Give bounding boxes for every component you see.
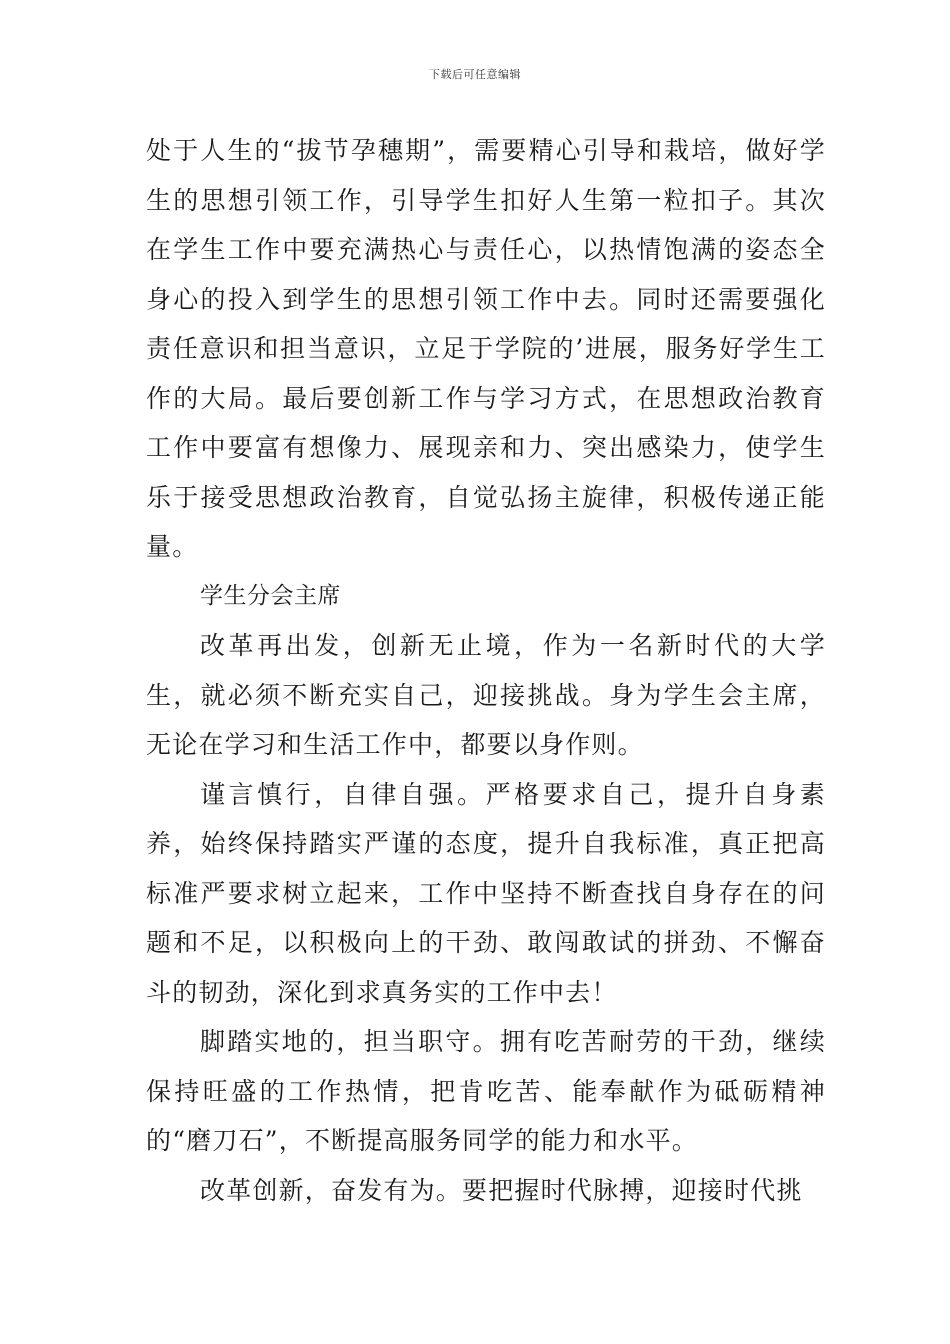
paragraph: 改革再出发，创新无止境，作为一名新时代的大学生，就必须不断充实自己，迎接挑战。身为学生会主席，无论在学习和生活工作中，都要以身作则。	[146, 631, 826, 759]
paragraph-continuation: 处于人生的“拔节孕穗期”，需要精心引导和栽培，做好学生的思想引领工作，引导学生扣好人生第一粒扣子。其次在学生工作中要充满热心与责任心，以热情饱满的姿态全身心的投入到学生的思想引领工作中去。同时还需要强化责任意识和担当意识，立足于学院的’进展，服务好学生工作的大局。最后要创新工作与学习方式，在思想政治教育工作中要富有想像力、展现亲和力、突出感染力，使学生乐于接受思想政治教育，自觉弘扬主旋律，积极传递正能量。	[146, 136, 826, 561]
document-body	[146, 126, 826, 1215]
paragraph: 谨言慎行，自律自强。严格要求自己，提升自身素养，始终保持踏实严谨的态度，提升自我标准，真正把高标准严要求树立起来，工作中坚持不断查找自身存在的问题和不足，以积极向上的干劲、敢闯敢试的拼劲、不懈奋斗的韧劲，深化到求真务实的工作中去！	[146, 779, 826, 1007]
paragraph: 改革创新，奋发有为。要把握时代脉搏，迎接时代挑	[200, 1175, 803, 1205]
section-heading: 学生分会主席	[200, 582, 341, 609]
paragraph: 脚踏实地的，担当职守。拥有吃苦耐劳的干劲，继续保持旺盛的工作热情，把肯吃苦、能奉献作为砥砺精神的“磨刀石”，不断提高服务同学的能力和水平。	[146, 1027, 826, 1155]
page-header: 下载后可任意编辑	[429, 68, 521, 81]
